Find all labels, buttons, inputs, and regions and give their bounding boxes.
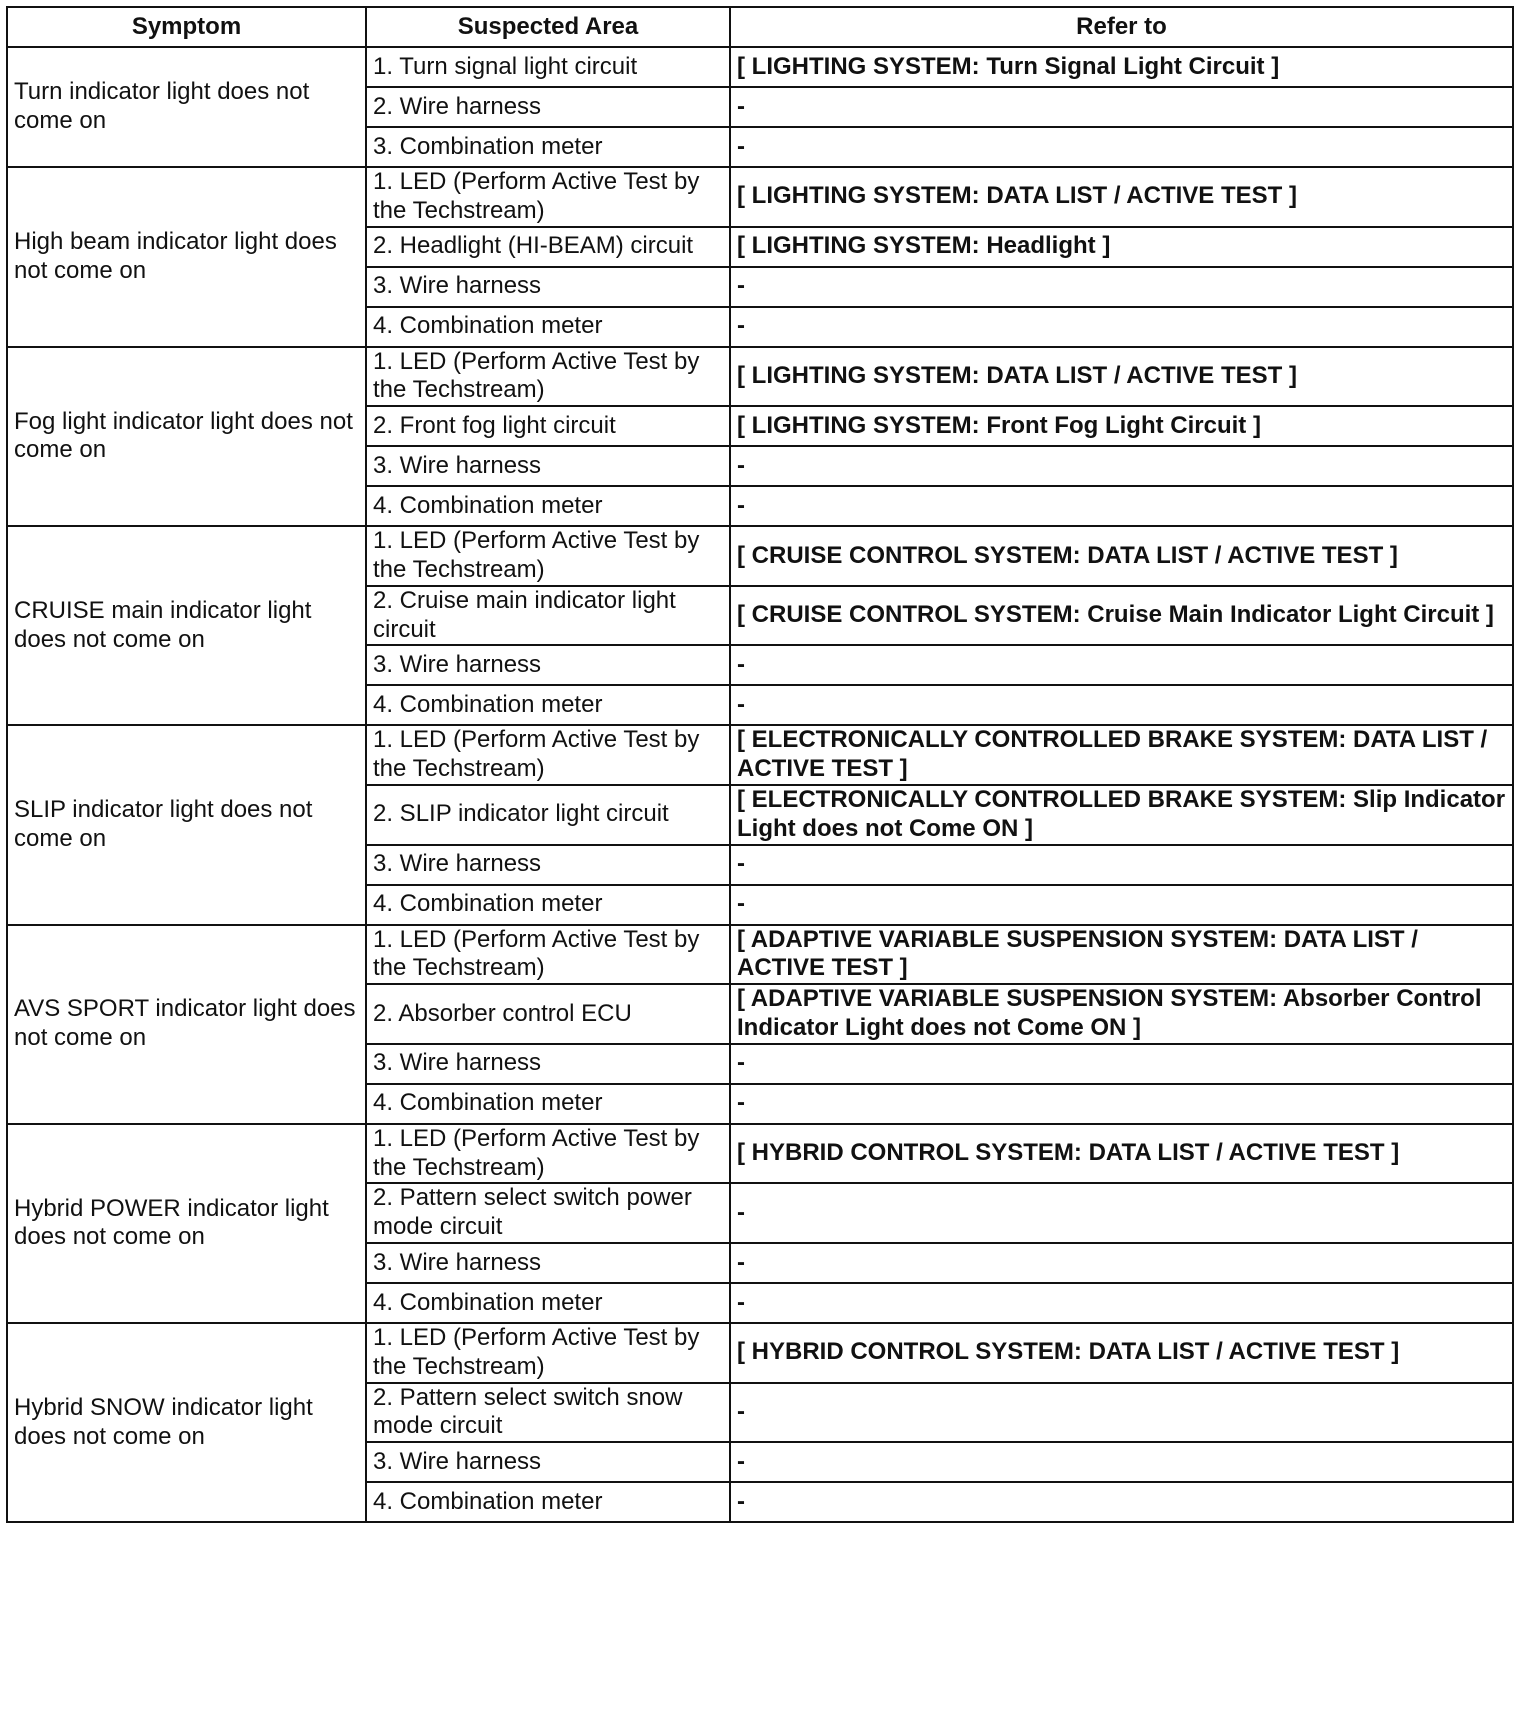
refer-to-cell: -	[730, 446, 1513, 486]
header-refer-to: Refer to	[730, 7, 1513, 47]
suspected-area-cell: 4. Combination meter	[366, 307, 730, 347]
refer-to-cell: -	[730, 1442, 1513, 1482]
suspected-area-cell: 4. Combination meter	[366, 1482, 730, 1522]
refer-to-cell: [ ADAPTIVE VARIABLE SUSPENSION SYSTEM: DATA LIST / ACTIVE TEST ]	[730, 925, 1513, 985]
suspected-area-cell: 1. LED (Perform Active Test by the Techstream)	[366, 1124, 730, 1184]
refer-to-cell: -	[730, 307, 1513, 347]
table-header	[7, 7, 1513, 47]
symptom-cell: AVS SPORT indicator light does not come on	[7, 925, 366, 1124]
table-row	[7, 347, 1513, 407]
refer-to-cell: [ HYBRID CONTROL SYSTEM: DATA LIST / ACTIVE TEST ]	[730, 1323, 1513, 1383]
header-suspected-area: Suspected Area	[366, 7, 730, 47]
symptom-cell: SLIP indicator light does not come on	[7, 725, 366, 924]
suspected-area-cell: 3. Wire harness	[366, 1243, 730, 1283]
refer-to-cell: -	[730, 1383, 1513, 1443]
suspected-area-cell: 3. Wire harness	[366, 267, 730, 307]
refer-to-cell: [ LIGHTING SYSTEM: Front Fog Light Circuit ]	[730, 406, 1513, 446]
symptom-cell: Turn indicator light does not come on	[7, 47, 366, 167]
refer-to-cell: -	[730, 127, 1513, 167]
table-row	[7, 1124, 1513, 1184]
refer-to-cell: [ ADAPTIVE VARIABLE SUSPENSION SYSTEM: Absorber Control Indicator Light does not Come ON ]	[730, 984, 1513, 1044]
refer-to-cell: -	[730, 845, 1513, 885]
suspected-area-cell: 1. LED (Perform Active Test by the Techstream)	[366, 347, 730, 407]
refer-to-cell: -	[730, 87, 1513, 127]
suspected-area-cell: 3. Wire harness	[366, 1442, 730, 1482]
suspected-area-cell: 4. Combination meter	[366, 885, 730, 925]
symptom-cell: Fog light indicator light does not come on	[7, 347, 366, 527]
suspected-area-cell: 3. Wire harness	[366, 645, 730, 685]
symptom-cell: Hybrid POWER indicator light does not come on	[7, 1124, 366, 1323]
refer-to-cell: [ CRUISE CONTROL SYSTEM: Cruise Main Indicator Light Circuit ]	[730, 586, 1513, 646]
symptom-cell: Hybrid SNOW indicator light does not come on	[7, 1323, 366, 1522]
suspected-area-cell: 2. Pattern select switch snow mode circuit	[366, 1383, 730, 1443]
table-row	[7, 725, 1513, 785]
suspected-area-cell: 3. Wire harness	[366, 1044, 730, 1084]
problem-symptoms-table	[6, 6, 1514, 1523]
suspected-area-cell: 1. LED (Perform Active Test by the Techstream)	[366, 725, 730, 785]
suspected-area-cell: 3. Wire harness	[366, 446, 730, 486]
suspected-area-cell: 4. Combination meter	[366, 486, 730, 526]
suspected-area-cell: 4. Combination meter	[366, 1084, 730, 1124]
table-row	[7, 1323, 1513, 1383]
refer-to-cell: [ LIGHTING SYSTEM: Headlight ]	[730, 227, 1513, 267]
refer-to-cell: [ LIGHTING SYSTEM: DATA LIST / ACTIVE TEST ]	[730, 347, 1513, 407]
refer-to-cell: -	[730, 645, 1513, 685]
refer-to-cell: -	[730, 1044, 1513, 1084]
suspected-area-cell: 2. SLIP indicator light circuit	[366, 785, 730, 845]
suspected-area-cell: 1. LED (Perform Active Test by the Techstream)	[366, 1323, 730, 1383]
refer-to-cell: -	[730, 1243, 1513, 1283]
refer-to-cell: -	[730, 486, 1513, 526]
header-row	[7, 7, 1513, 47]
refer-to-cell: -	[730, 1283, 1513, 1323]
header-symptom: Symptom	[7, 7, 366, 47]
refer-to-cell: -	[730, 1183, 1513, 1243]
suspected-area-cell: 2. Pattern select switch power mode circuit	[366, 1183, 730, 1243]
refer-to-cell: -	[730, 885, 1513, 925]
refer-to-cell: -	[730, 685, 1513, 725]
refer-to-cell: [ LIGHTING SYSTEM: Turn Signal Light Circuit ]	[730, 47, 1513, 87]
suspected-area-cell: 2. Headlight (HI-BEAM) circuit	[366, 227, 730, 267]
refer-to-cell: [ ELECTRONICALLY CONTROLLED BRAKE SYSTEM: Slip Indicator Light does not Come ON ]	[730, 785, 1513, 845]
table-body	[7, 47, 1513, 1522]
suspected-area-cell: 4. Combination meter	[366, 1283, 730, 1323]
symptom-cell: High beam indicator light does not come on	[7, 167, 366, 347]
suspected-area-cell: 2. Wire harness	[366, 87, 730, 127]
table-row	[7, 526, 1513, 586]
suspected-area-cell: 2. Cruise main indicator light circuit	[366, 586, 730, 646]
refer-to-cell: -	[730, 267, 1513, 307]
suspected-area-cell: 2. Absorber control ECU	[366, 984, 730, 1044]
table-row	[7, 925, 1513, 985]
suspected-area-cell: 4. Combination meter	[366, 685, 730, 725]
suspected-area-cell: 3. Wire harness	[366, 845, 730, 885]
refer-to-cell: -	[730, 1084, 1513, 1124]
suspected-area-cell: 1. LED (Perform Active Test by the Techstream)	[366, 167, 730, 227]
table-row	[7, 47, 1513, 87]
suspected-area-cell: 1. LED (Perform Active Test by the Techstream)	[366, 925, 730, 985]
table-row	[7, 167, 1513, 227]
refer-to-cell: -	[730, 1482, 1513, 1522]
suspected-area-cell: 1. LED (Perform Active Test by the Techstream)	[366, 526, 730, 586]
refer-to-cell: [ ELECTRONICALLY CONTROLLED BRAKE SYSTEM: DATA LIST / ACTIVE TEST ]	[730, 725, 1513, 785]
refer-to-cell: [ CRUISE CONTROL SYSTEM: DATA LIST / ACTIVE TEST ]	[730, 526, 1513, 586]
refer-to-cell: [ HYBRID CONTROL SYSTEM: DATA LIST / ACTIVE TEST ]	[730, 1124, 1513, 1184]
suspected-area-cell: 2. Front fog light circuit	[366, 406, 730, 446]
suspected-area-cell: 1. Turn signal light circuit	[366, 47, 730, 87]
symptom-cell: CRUISE main indicator light does not come on	[7, 526, 366, 725]
refer-to-cell: [ LIGHTING SYSTEM: DATA LIST / ACTIVE TEST ]	[730, 167, 1513, 227]
suspected-area-cell: 3. Combination meter	[366, 127, 730, 167]
